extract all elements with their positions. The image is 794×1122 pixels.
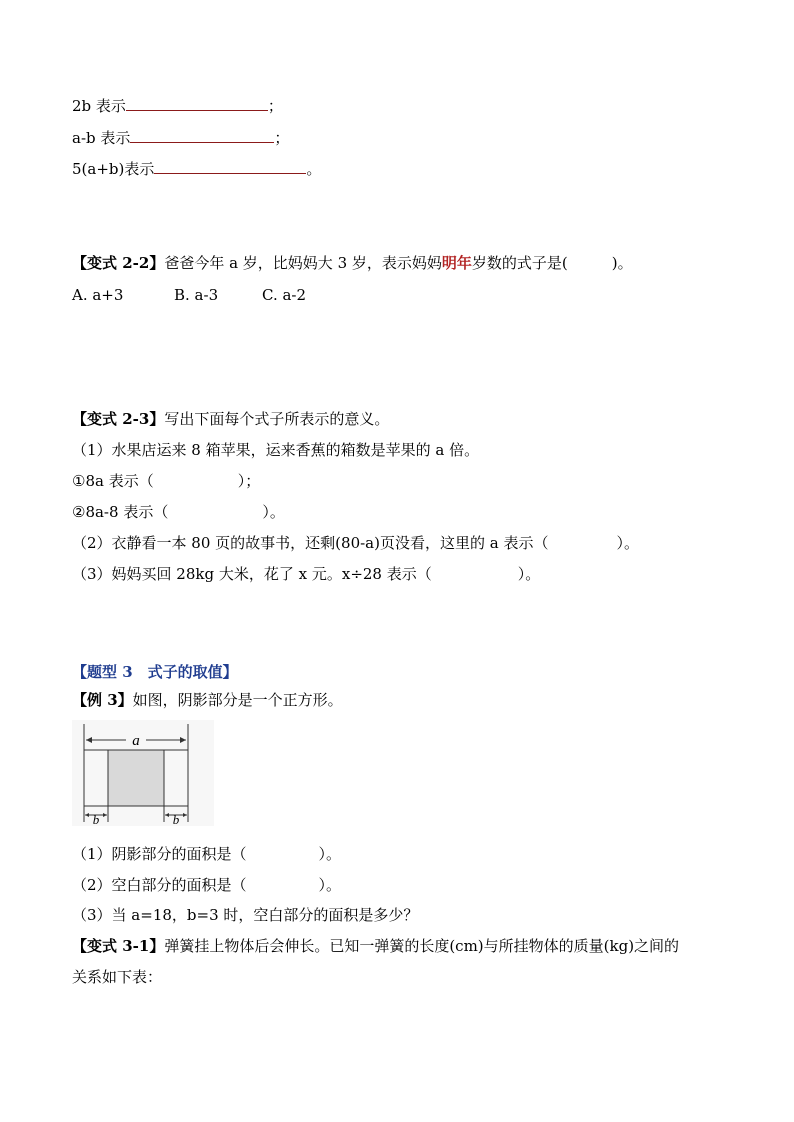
label-b-left: b	[92, 812, 100, 826]
answer-blank-5ab[interactable]	[154, 159, 306, 174]
ex3-q3: （3）当 a=18，b=3 时，空白部分的面积是多少？	[72, 906, 419, 924]
v22-options	[72, 285, 306, 305]
v23-q1b: ②8a-8 表示（ ）。	[72, 503, 285, 521]
ex3-tag: 【例 3】	[72, 691, 133, 709]
v22-tag: 【变式 2-2】	[72, 254, 165, 272]
v22-question: 【变式 2-2】爸爸今年 a 岁，比妈妈大 3 岁，表示妈妈明年岁数的式子是( )。	[72, 254, 633, 272]
shaded-square	[108, 750, 164, 806]
v31-tag: 【变式 3-1】	[72, 937, 165, 955]
type3-heading: 【题型 3 式子的取值】	[72, 663, 238, 681]
v23-q1a: ①8a 表示（ ）；	[72, 472, 261, 490]
highlight-next-year: 明年	[441, 254, 472, 272]
label-b-right: b	[172, 812, 180, 826]
fill-line-a-minus-b: a-b 表示 ；	[72, 129, 290, 147]
v23-q1: （1）水果店运来 8 箱苹果，运来香蕉的箱数是苹果的 a 倍。	[72, 441, 480, 459]
v23-q3: （3）妈妈买回 28kg 大米，花了 x 元。x÷28 表示（ ）。	[72, 565, 541, 583]
ex3-q2: （2）空白部分的面积是（ ）。	[72, 876, 342, 894]
ex3-q1: （1）阴影部分的面积是（ ）。	[72, 845, 342, 863]
v31-question: 【变式 3-1】弹簧挂上物体后会伸长。已知一弹簧的长度(cm)与所挂物体的质量(kg)之间的	[72, 937, 680, 955]
answer-blank-2b[interactable]	[126, 96, 268, 111]
option-a[interactable]: A. a+3	[72, 286, 124, 304]
answer-blank-a-minus-b[interactable]	[130, 128, 274, 143]
v23-tag: 【变式 2-3】	[72, 410, 165, 428]
option-b[interactable]: B. a-3	[174, 286, 219, 304]
label-a: a	[132, 733, 140, 749]
ex3-question: 【例 3】如图，阴影部分是一个正方形。	[72, 691, 343, 709]
v31-question-cont: 关系如下表：	[72, 968, 163, 986]
fill-line-5ab: 5(a+b)表示 。	[72, 160, 322, 178]
fill-line-2b: 2b 表示 ；	[72, 97, 283, 115]
v23-q2: （2）衣静看一本 80 页的故事书，还剩(80-a)页没看，这里的 a 表示（ ）。	[72, 534, 639, 552]
square-figure	[72, 720, 214, 826]
option-c[interactable]: C. a-2	[262, 286, 307, 304]
v23-title: 【变式 2-3】写出下面每个式子所表示的意义。	[72, 410, 390, 428]
